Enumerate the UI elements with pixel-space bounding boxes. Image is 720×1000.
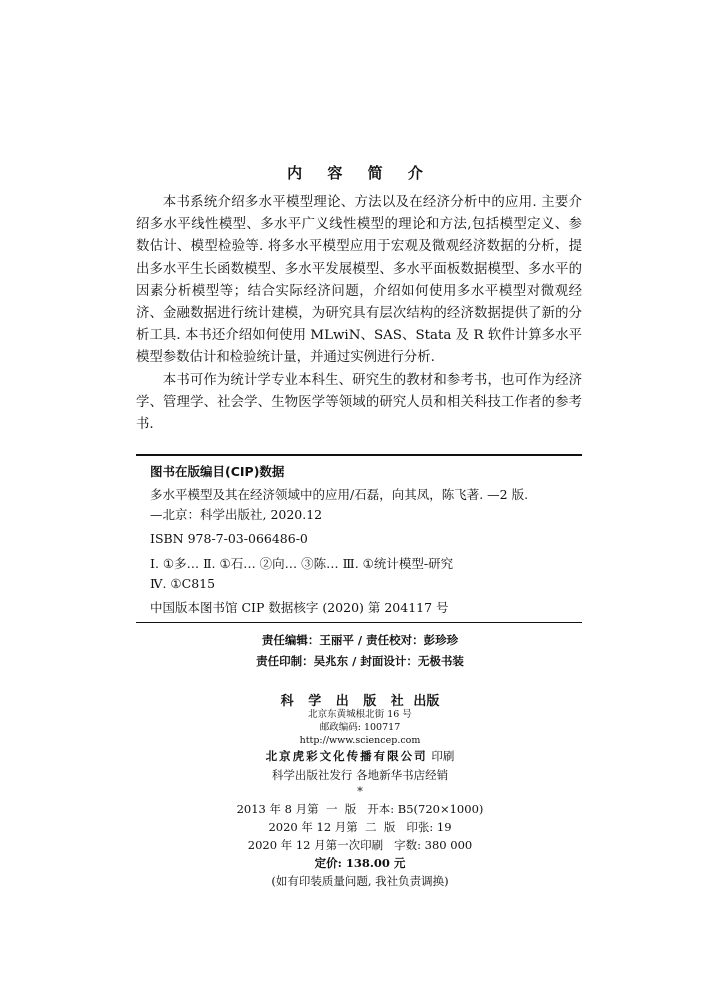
separator-star: * <box>357 784 363 798</box>
publisher-postcode: 邮政编码: 100717 <box>319 722 401 733</box>
summary-title: 内 容 简 介 <box>287 164 433 182</box>
cip-bottom-rule <box>136 622 582 623</box>
edition-first: 2013 年 8 月第 一 版 开本: B5(720×1000) <box>236 802 484 816</box>
edition-info <box>0 800 720 890</box>
summary-paragraph: 本书系统介绍多水平模型理论、方法以及在经济分析中的应用. 主要介绍多水平线性模型、多水平广义线性模型的理论和方法,包括模型定义、参数估计、模型检验等. 将多水平模型应用于宏观及微观经济数据的分析，提出多水平生长函数模型、多水平发展模型、多水平面板数据模型、多水平的因素分析模型等；结合实际经济问题，介绍如何使用多水平模型对微观经济、金融数据进行统计建模，为研究具有层次结构的经济数据提供了新的分析工具. 本书还介绍如何使用 MLwiN、SAS、Stata 及 R 软件计算多水平模型参数估计和检验统计量，并通过实例进行分析. <box>136 195 582 366</box>
edition-printing: 2020 年 12 月第一次印刷 字数: 380 000 <box>247 838 473 852</box>
cip-title-line: 多水平模型及其在经济领域中的应用/石磊，向其凤，陈飞著. —2 版. <box>150 487 529 502</box>
summary-text <box>136 192 582 436</box>
summary-paragraph: 本书可作为统计学专业本科生、研究生的教材和参考书，也可作为经济学、管理学、社会学、生物医学等领域的研究人员和相关科技工作者的参考书. <box>136 372 582 433</box>
cip-top-rule <box>136 454 582 456</box>
cip-isbn: ISBN 978-7-03-066486-0 <box>150 531 308 546</box>
quality-note: (如有印装质量问题, 我社负责调换) <box>271 874 449 888</box>
cip-publisher-line: —北京：科学出版社, 2020.12 <box>150 507 323 522</box>
distribution-line: 科学出版社发行 各地新华书店经销 <box>271 768 449 782</box>
credits-production: 责任印制：吴兆东 / 封面设计：无极书装 <box>256 654 464 668</box>
publisher-line <box>0 690 720 709</box>
edition-second: 2020 年 12 月第 二 版 印张: 19 <box>268 820 452 834</box>
printer-suffix: 印刷 <box>431 749 455 763</box>
price: 定价: 138.00 元 <box>314 856 406 870</box>
publisher-address: 北京东黄城根北街 16 号 <box>308 709 412 720</box>
publisher-website: http://www.sciencep.com <box>299 735 421 746</box>
credits-editors: 责任编辑：王丽平 / 责任校对：彭珍珍 <box>261 633 459 647</box>
cip-classification: Ⅰ. ①多… Ⅱ. ①石… ②向… ③陈… Ⅲ. ①统计模型-研究 <box>150 556 454 571</box>
publisher-name: 科 学 出 版 社 <box>280 694 409 709</box>
cip-heading: 图书在版编目(CIP)数据 <box>150 464 285 479</box>
printer-name: 北京虎彩文化传播有限公司 <box>265 749 428 763</box>
cip-classification-number: Ⅳ. ①C815 <box>150 576 216 591</box>
cip-record-number: 中国版本图书馆 CIP 数据核字 (2020) 第 204117 号 <box>150 600 449 615</box>
printer-line <box>0 748 720 764</box>
publisher-suffix: 出版 <box>413 694 440 709</box>
